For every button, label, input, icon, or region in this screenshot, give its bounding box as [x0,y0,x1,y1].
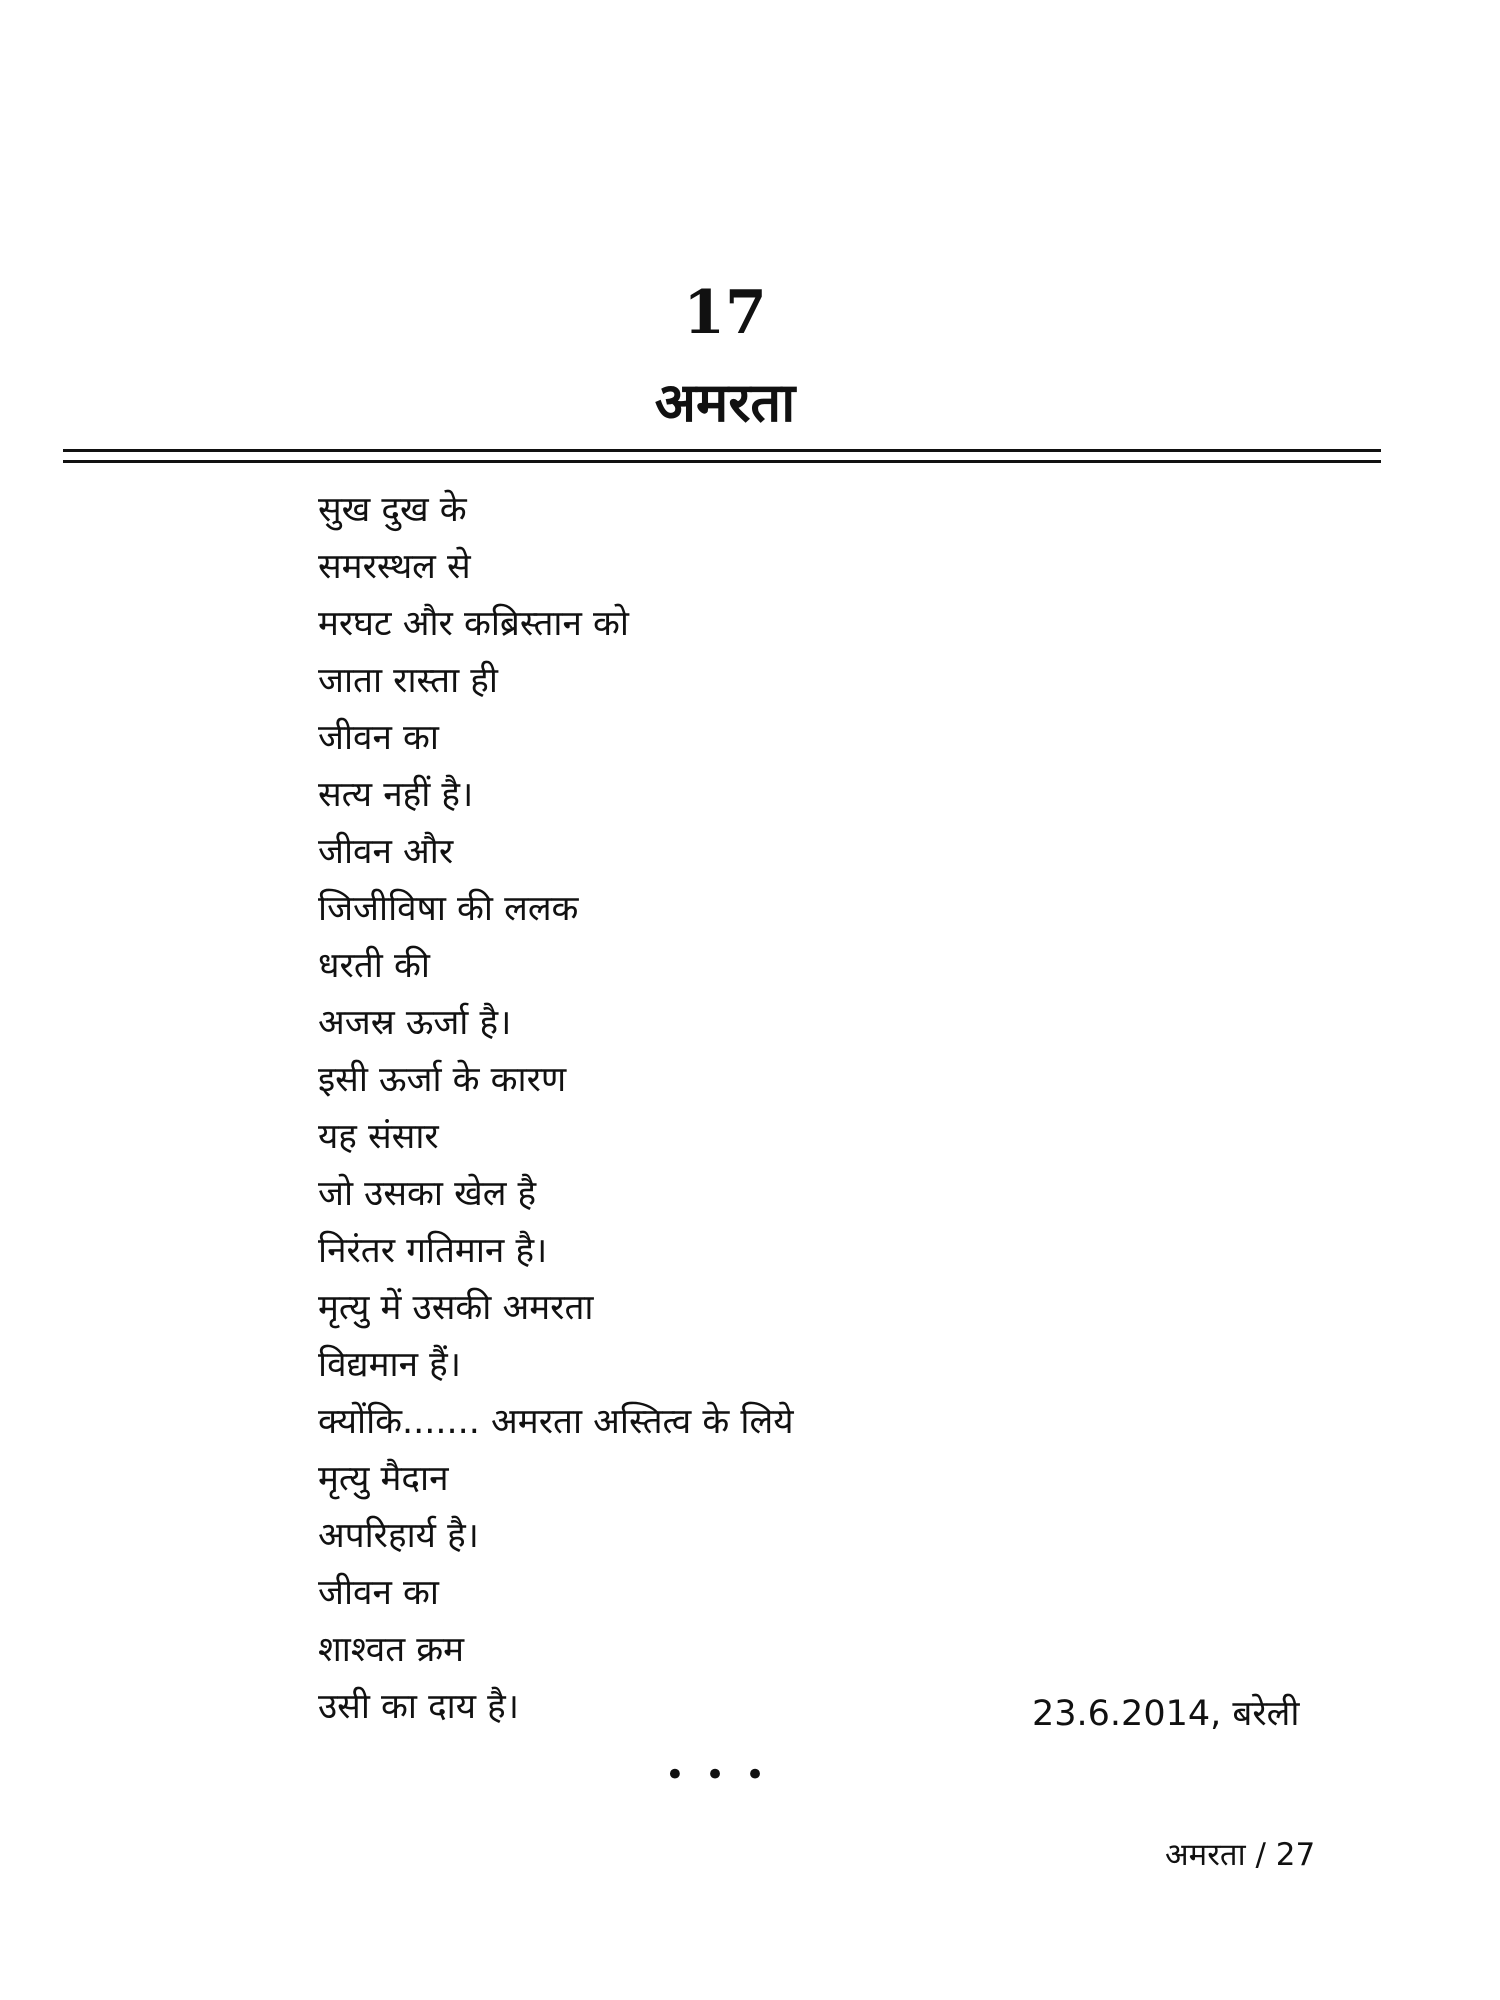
poem-line: मरघट और कब्रिस्तान को [318,604,629,644]
poem-line: सुख दुख के [318,490,467,530]
poem-line: शाश्वत क्रम [318,1630,465,1670]
poem-line: अपरिहार्य है। [318,1516,479,1556]
poem-title: अमरता [654,371,796,434]
page-footer [1165,1830,1315,1880]
poem-line: जिजीविषा की ललक [318,889,579,929]
poem-line: जीवन और [318,832,454,872]
footer-separator: / [1255,1837,1266,1873]
poem-body [318,482,794,1736]
poem-line: जीवन का [318,718,439,758]
poem-line: निरंतर गतिमान है। [318,1231,548,1271]
poem-line: उसी का दाय है। [318,1687,520,1727]
poem-line: क्योंकि....... अमरता अस्तित्व के लिये [318,1402,794,1442]
poem-number: 17 [683,278,767,348]
title-rule-bottom [63,460,1381,463]
poem-line: विद्यमान हैं। [318,1345,461,1385]
poem-line: सत्य नहीं है। [318,775,474,815]
page-number: 27 [1275,1837,1316,1873]
poem-line: इसी ऊर्जा के कारण [318,1060,567,1100]
poem-line: जीवन का [318,1573,439,1613]
end-marks: ••• [664,1755,786,1795]
poem-line: जाता रास्ता ही [318,661,498,701]
poem-line: धरती की [318,946,430,986]
poem-line: मृत्यु मैदान [318,1459,449,1499]
poem-line: समरस्थल से [318,547,471,587]
title-rule-top [63,449,1381,452]
footer-title: अमरता [1165,1837,1246,1873]
poem-line: यह संसार [318,1117,439,1157]
date-place: 23.6.2014, बरेली [1032,1694,1300,1734]
poem-line: मृत्यु में उसकी अमरता [318,1288,594,1328]
poem-line: अजस्र ऊर्जा है। [318,1003,512,1043]
poem-line: जो उसका खेल है [318,1174,537,1214]
